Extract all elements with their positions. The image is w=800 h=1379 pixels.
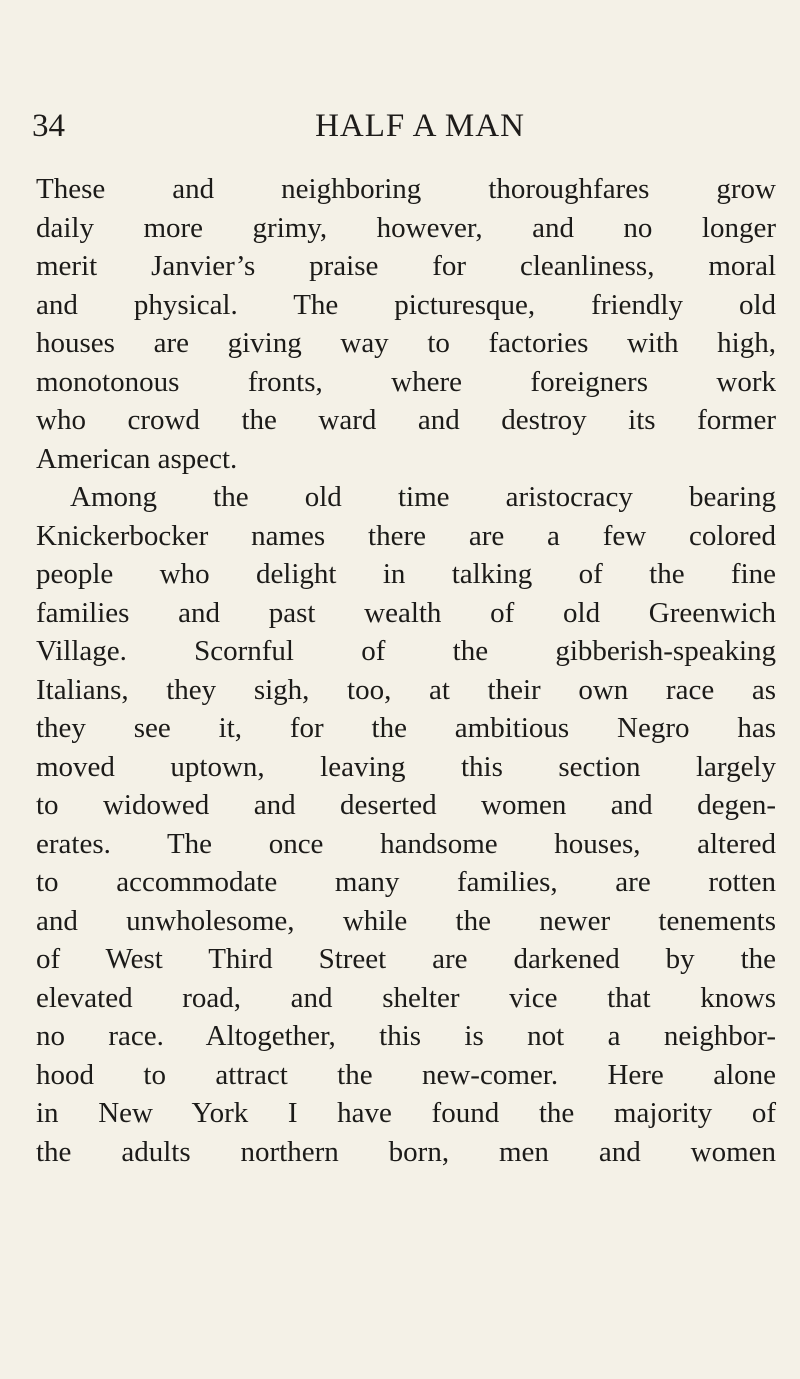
text-line: they see it, for the ambitious Negro has bbox=[36, 712, 776, 744]
body-text bbox=[36, 170, 776, 1171]
text-line: and physical. The picturesque, friendly old bbox=[36, 288, 776, 321]
text-line: people who delight in talking of the fine bbox=[36, 558, 776, 590]
text-line: Italians, they sigh, too, at their own race as bbox=[36, 673, 776, 706]
text-line: who crowd the ward and destroy its former bbox=[36, 404, 776, 436]
text-line: families and past wealth of old Greenwich bbox=[36, 596, 776, 629]
text-line: merit Janvier’s praise for cleanliness, moral bbox=[36, 250, 776, 282]
text-line: moved uptown, leaving this section largely bbox=[36, 750, 776, 783]
text-line: hood to attract the new-comer. Here alone bbox=[36, 1058, 776, 1091]
text-line: the adults northern born, men and women bbox=[36, 1135, 776, 1168]
text-line: Knickerbocker names there are a few colored bbox=[36, 519, 776, 552]
text-line: no race. Altogether, this is not a neighbor- bbox=[36, 1020, 776, 1052]
text-line: Among the old time aristocracy bearing bbox=[70, 481, 776, 513]
text-line: in New York I have found the majority of bbox=[36, 1097, 776, 1129]
text-line: of West Third Street are darkened by the bbox=[36, 943, 776, 975]
text-line: monotonous fronts, where foreigners work bbox=[36, 365, 776, 398]
text-line: houses are giving way to factories with high, bbox=[36, 327, 776, 359]
text-line: to widowed and deserted women and degen- bbox=[36, 789, 776, 821]
text-line: daily more grimy, however, and no longer bbox=[36, 211, 776, 244]
text-line: elevated road, and shelter vice that knows bbox=[36, 981, 776, 1014]
running-head bbox=[32, 104, 772, 148]
text-line: American aspect. bbox=[36, 442, 238, 475]
text-line: erates. The once handsome houses, altered bbox=[36, 827, 776, 860]
text-line: to accommodate many families, are rotten bbox=[36, 866, 776, 898]
text-line: and unwholesome, while the newer tenements bbox=[36, 904, 776, 937]
text-line: These and neighboring thoroughfares grow bbox=[36, 173, 776, 205]
page-number: 34 bbox=[32, 108, 65, 144]
text-line: Village. Scornful of the gibberish-speaking bbox=[36, 635, 776, 667]
running-title: HALF A MAN bbox=[315, 108, 525, 144]
